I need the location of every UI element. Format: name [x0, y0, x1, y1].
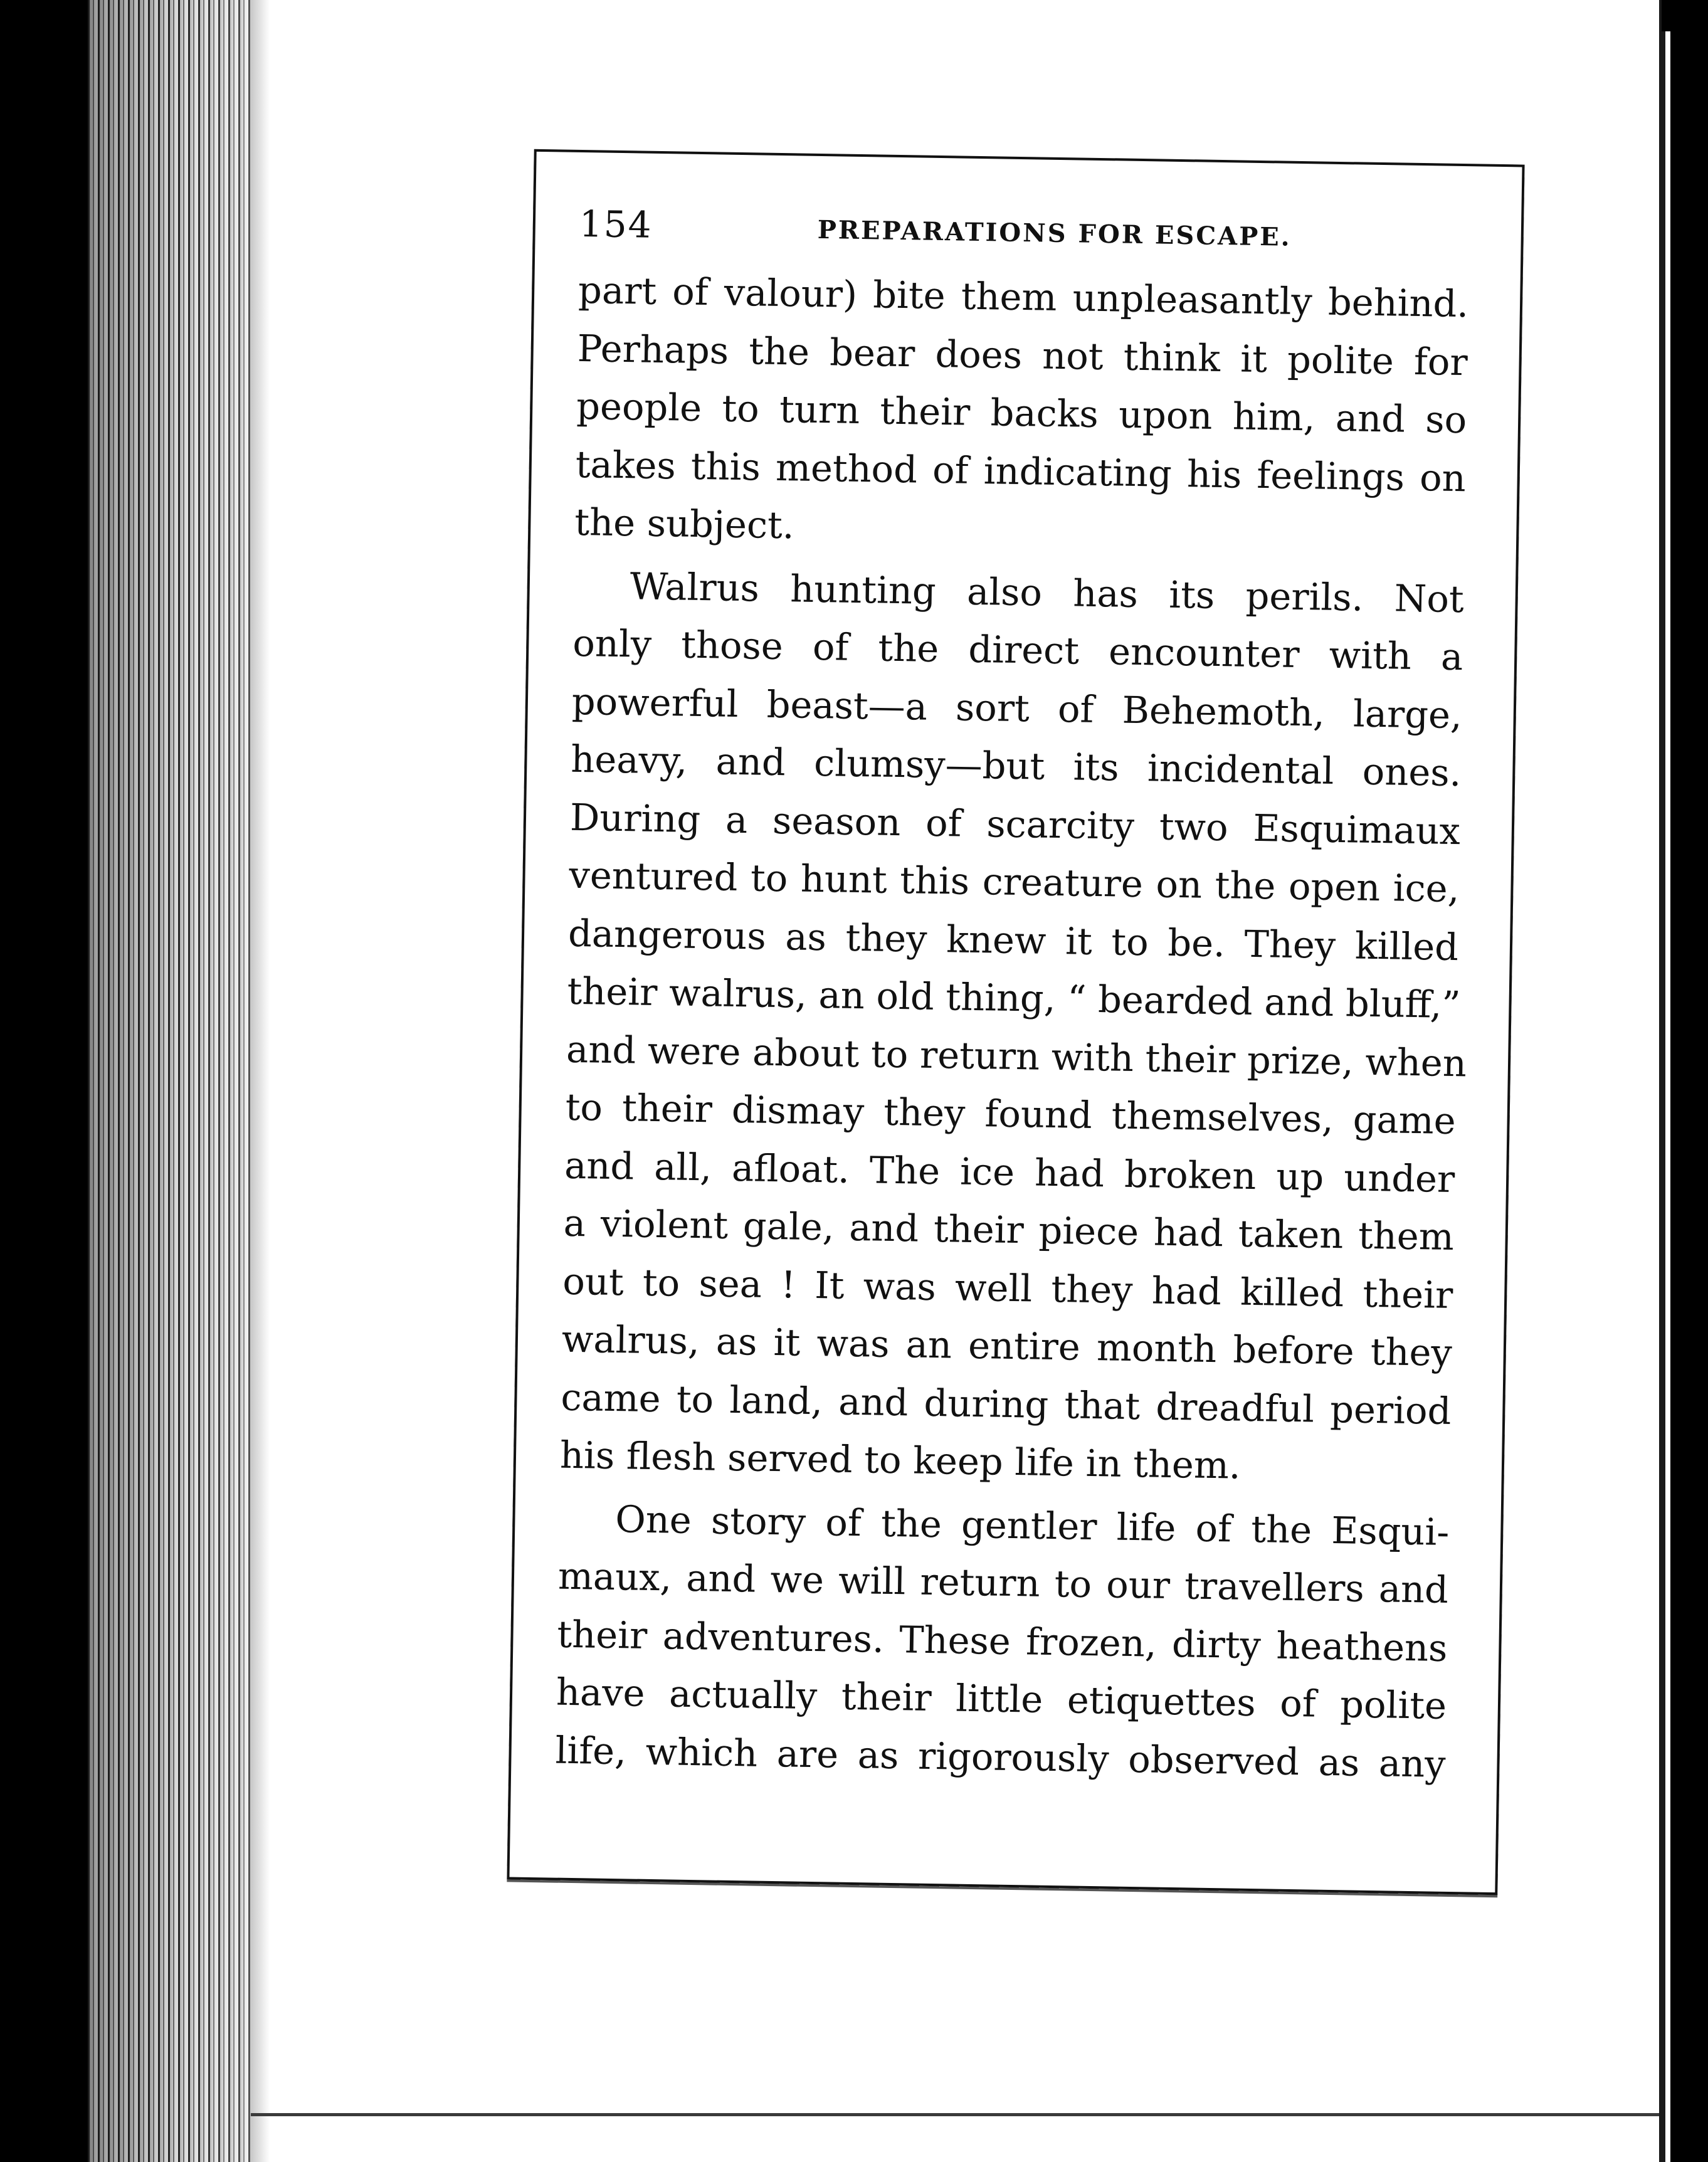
text-line: have actually their little etiquettes of polite — [556, 1670, 1447, 1727]
text-line: and were about to return with their prize, when — [566, 1027, 1467, 1085]
text-line: their walrus, an old thing, “ bearded and bluff,” — [567, 969, 1461, 1027]
text-line: only those of the direct encounter with a — [572, 621, 1463, 679]
text-line: came to land, and during that dreadful period — [560, 1375, 1452, 1433]
text-line: One story of the gentler life of the Esqui- — [614, 1497, 1450, 1554]
chapter-title: PREPARATIONS FOR ESCAPE. — [817, 214, 1292, 252]
text-line: dangerous as they knew it to be. They killed — [567, 911, 1459, 969]
text-line: out to sea ! It was well they had killed their — [562, 1259, 1453, 1317]
text-line: to their dismay they found themselves, game — [565, 1085, 1457, 1143]
text-line: powerful beast—a sort of Behemoth, large, — [571, 679, 1463, 737]
page-gutter — [251, 0, 270, 2162]
text-line: and all, afloat. The ice had broken up under — [564, 1143, 1455, 1201]
facing-page-edge — [1659, 0, 1708, 2162]
paragraph-2 — [559, 556, 1467, 1498]
page-bottom-edge — [251, 2113, 1662, 2116]
running-head — [579, 203, 1470, 273]
text-line: maux, and we will return to our travellers and — [557, 1554, 1449, 1611]
book-cover-edge — [0, 0, 88, 2162]
text-line: heavy, and clumsy—but its incidental ones. — [570, 737, 1462, 795]
text-line: Perhaps the bear does not think it polite for — [577, 326, 1468, 384]
text-line: takes this method of indicating his feelings on — [575, 442, 1467, 500]
text-line: walrus, as it was an entire month before they — [561, 1317, 1453, 1374]
page-number: 154 — [579, 202, 653, 246]
text-line: a violent gale, and their piece had taken them — [563, 1201, 1455, 1259]
paragraph-3 — [555, 1489, 1450, 1793]
text-line: the subject. — [574, 500, 795, 547]
text-line: his flesh served to keep life in them. — [559, 1433, 1241, 1487]
paragraph-1 — [574, 261, 1469, 566]
text-line: Walrus hunting also has its perils. Not — [630, 564, 1465, 621]
facing-page-corner — [1662, 0, 1708, 31]
text-line: During a season of scarcity two Esquimaux — [569, 795, 1461, 853]
text-line: their adventures. These frozen, dirty heathens — [557, 1612, 1448, 1670]
page-content — [555, 203, 1470, 1793]
text-line: part of valour) bite them unpleasantly behind. — [577, 268, 1469, 326]
text-border-frame — [507, 149, 1524, 1895]
text-line: life, which are as rigorously observed as any — [555, 1728, 1447, 1786]
page-stack-shadow — [88, 0, 251, 2162]
text-line: ventured to hunt this creature on the open ice, — [569, 853, 1460, 911]
text-line: people to turn their backs upon him, and so — [576, 384, 1467, 442]
